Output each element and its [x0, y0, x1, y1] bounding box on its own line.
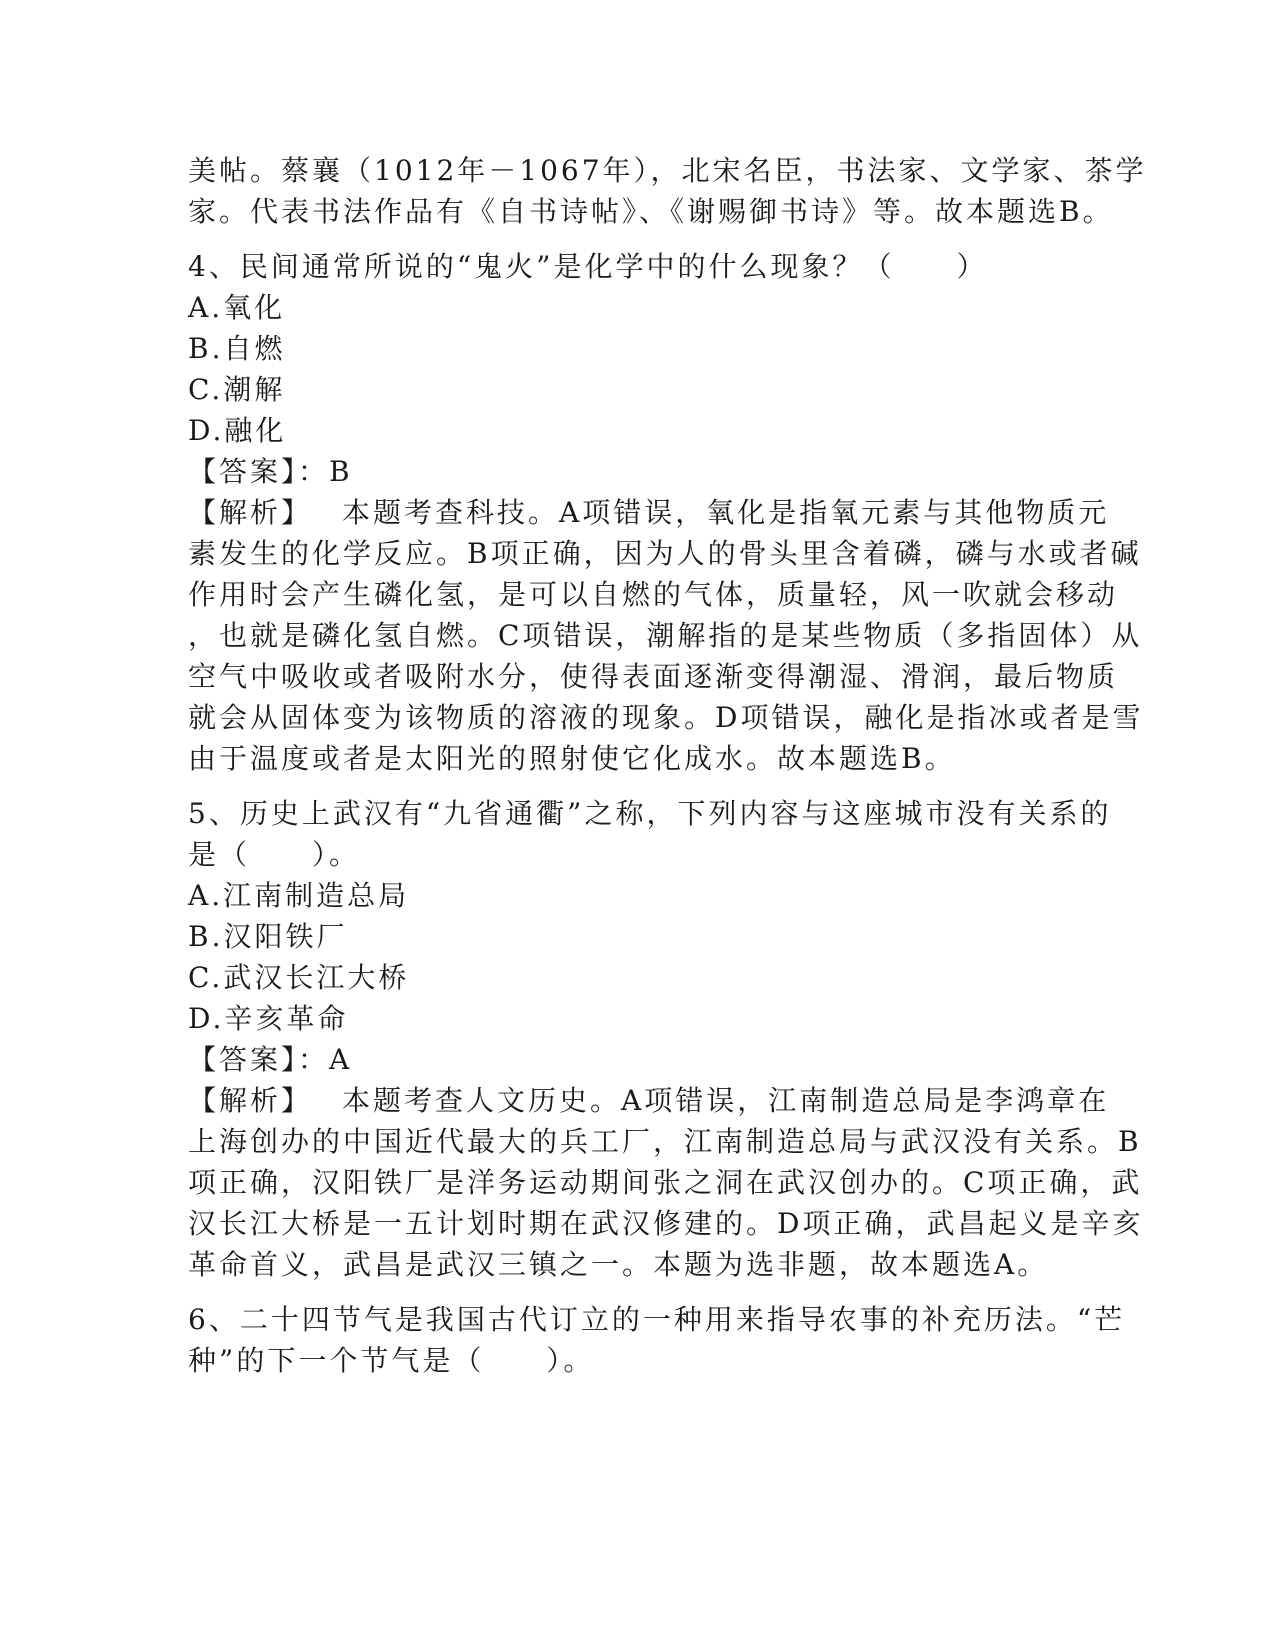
question-4: [188, 246, 1144, 779]
option-c: C.武汉长江大桥: [188, 961, 410, 994]
option-d: D.辛亥革命: [188, 1002, 349, 1035]
answer-line: [188, 451, 1088, 492]
analysis-text: 本题考查科技。A项错误，氧化是指氧元素与其他物质元: [342, 496, 1110, 529]
question-text: 5、历史上武汉有“九省通衢”之称，下列内容与这座城市没有关系的: [188, 797, 1112, 830]
question-text: 6、二十四节气是我国古代订立的一种用来指导农事的补充历法。“芒: [188, 1303, 1126, 1336]
analysis-line: 由于温度或者是太阳光的照射使它化成水。故本题选B。: [188, 742, 956, 775]
analysis-line: [188, 492, 1110, 533]
option-d: D.融化: [188, 414, 287, 447]
prev-explanation: [188, 150, 1147, 232]
question-5: [188, 793, 1144, 1285]
analysis-label: 【解析】: [188, 1084, 313, 1117]
analysis-line: 汉长江大桥是一五计划时期在武汉修建的。D项正确，武昌起义是辛亥: [188, 1207, 1144, 1240]
analysis-line: 上海创办的中国近代最大的兵工厂，江南制造总局与武汉没有关系。B: [188, 1125, 1142, 1158]
analysis-text: 本题考查人文历史。A项错误，江南制造总局是李鸿章在: [342, 1084, 1110, 1117]
option-a: A.氧化: [188, 291, 286, 324]
answer-label: 【答案】：: [188, 1043, 330, 1076]
analysis-line: 项正确，汉阳铁厂是洋务运动期间张之洞在武汉创办的。C项正确，武: [188, 1166, 1143, 1199]
answer-value: A: [329, 1043, 353, 1076]
analysis-line: 素发生的化学反应。B项正确，因为人的骨头里含着磷，磷与水或者碱: [188, 537, 1142, 570]
text-line: 家。代表书法作品有《自书诗帖》、《谢赐御书诗》等。故本题选B。: [188, 195, 1114, 228]
option-c: C.潮解: [188, 373, 286, 406]
option-a: A.江南制造总局: [188, 879, 410, 912]
analysis-line: [188, 1080, 1110, 1121]
question-text: 种”的下一个节气是（ ）。: [188, 1344, 595, 1377]
answer-value: B: [329, 455, 353, 488]
analysis-line: ，也就是磷化氢自燃。C项错误，潮解指的是某些物质（多指固体）从: [188, 619, 1143, 652]
analysis-line: 空气中吸收或者吸附水分，使得表面逐渐变得潮湿、滑润，最后物质: [188, 660, 1119, 693]
answer-line: [188, 1039, 1088, 1080]
text-line: 美帖。蔡襄（1012年－1067年），北宋名臣，书法家、文学家、茶学: [188, 154, 1147, 187]
analysis-line: 作用时会产生磷化氢，是可以自燃的气体，质量轻，风一吹就会移动: [188, 578, 1119, 611]
document-page: [188, 150, 1147, 1381]
analysis-line: 革命首义，武昌是武汉三镇之一。本题为选非题，故本题选A。: [188, 1248, 1049, 1281]
analysis-label: 【解析】: [188, 496, 313, 529]
option-b: B.汉阳铁厂: [188, 920, 348, 953]
analysis-line: 就会从固体变为该物质的溶液的现象。D项错误，融化是指冰或者是雪: [188, 701, 1144, 734]
question-6: [188, 1299, 1126, 1381]
question-text: 是（ ）。: [188, 838, 361, 871]
option-b: B.自燃: [188, 332, 286, 365]
question-text: 4、民间通常所说的“鬼火”是化学中的什么现象？（ ）: [188, 250, 988, 283]
answer-label: 【答案】：: [188, 455, 330, 488]
